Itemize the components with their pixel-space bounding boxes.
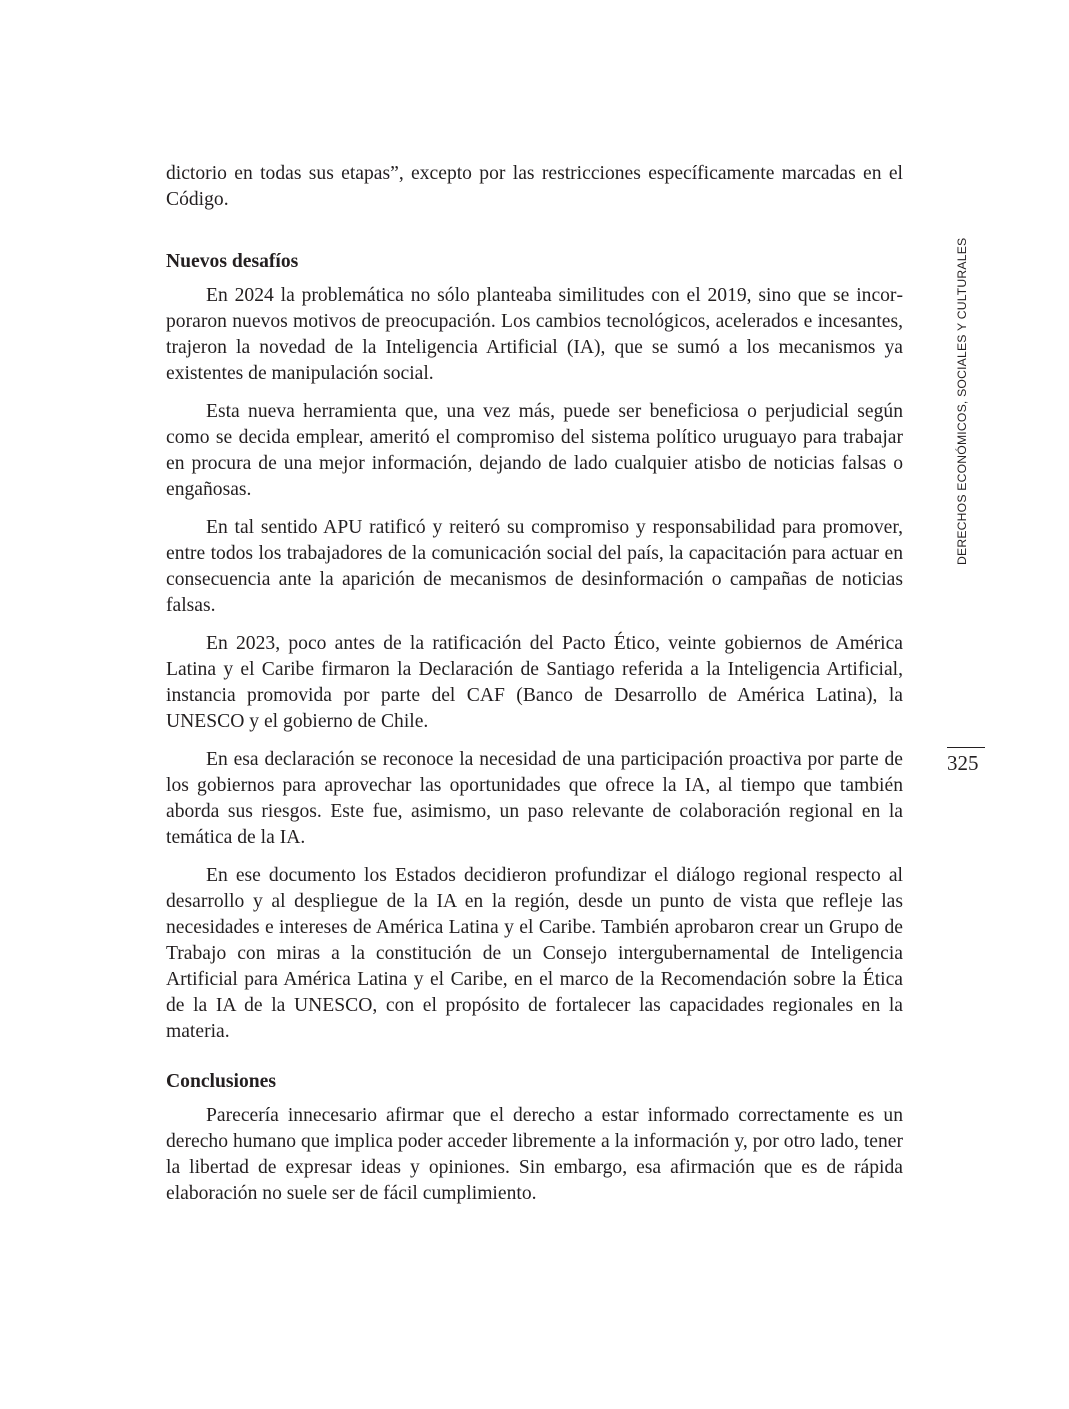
- page-body: [166, 161, 903, 1219]
- running-side-header: DERECHOS ECONÓMICOS, SOCIALES Y CULTURALES: [955, 237, 969, 565]
- body-paragraph: En 2023, poco antes de la ratificación del Pacto Ético, veinte gobiernos de América Latina y el Caribe firmaron la Declaración de Santiago referida a la Inteligencia Artificial, instancia promovida por parte del CAF (Banco de Desarrollo de América Latina), la UNESCO y el gobierno de Chile.: [166, 633, 903, 732]
- body-paragraph: En esa declaración se reconoce la necesidad de una participación proactiva por parte de los gobiernos para aprovechar las oportunidades que ofrece la IA, al tiempo que también aborda sus riesgos. Este fue, asimismo, un paso relevante de colaboración regional en la temática de la IA.: [166, 749, 903, 848]
- page-number-rule: [947, 747, 985, 748]
- body-paragraph: Parecería innecesario afirmar que el derecho a estar informado correctamente es un derecho humano que implica poder acceder libremente a la información y, por otro lado, tener la libertad de expresar ideas y opiniones. Sin embargo, esa afirmación que es de rápida elaboración no suele ser de fácil cumplimiento.: [166, 1105, 903, 1204]
- continuation-paragraph: dictorio en todas sus etapas”, excepto por las restricciones específicamente marcadas en el Código.: [166, 163, 903, 210]
- section-heading-nuevos-desafios: Nuevos desafíos: [166, 251, 299, 272]
- section-heading-conclusiones: Conclusiones: [166, 1071, 276, 1092]
- body-paragraph: En ese documento los Estados decidieron profundizar el diálogo regional respecto al desarrollo y al despliegue de la IA en la región, desde un punto de vista que refleje las necesidades e intereses de América Latina y el Caribe. También aprobaron crear un Grupo de Trabajo con miras a la constitución de un Consejo intergubernamental de Inteligencia Artificial para América Latina y el Caribe, en el marco de la Recomendación sobre la Ética de la IA de la UNESCO, con el propósito de fortalecer las capacidades regionales en la materia.: [166, 865, 903, 1042]
- body-paragraph: En 2024 la problemática no sólo planteaba similitudes con el 2019, sino que se incorporaron nuevos motivos de preocupación. Los cambios tecnológicos, acelerados e incesantes, trajeron la novedad de la Inteligencia Artificial (IA), que se sumó a los mecanismos ya existentes de manipulación social.: [166, 285, 903, 384]
- page-number: 325: [947, 751, 979, 775]
- body-paragraph: En tal sentido APU ratificó y reiteró su compromiso y responsabilidad para promover, entre todos los trabajadores de la comunicación social del país, la capacitación para actuar en consecuencia ante la aparición de mecanismos de desinformación o campañas de noticias falsas.: [166, 517, 903, 616]
- body-paragraph: Esta nueva herramienta que, una vez más, puede ser beneficiosa o perjudicial según como se decida emplear, ameritó el compromiso del sistema político uruguayo para trabajar en procura de una mejor información, dejando de lado cualquier atisbo de noticias falsas o engañosas.: [166, 401, 903, 500]
